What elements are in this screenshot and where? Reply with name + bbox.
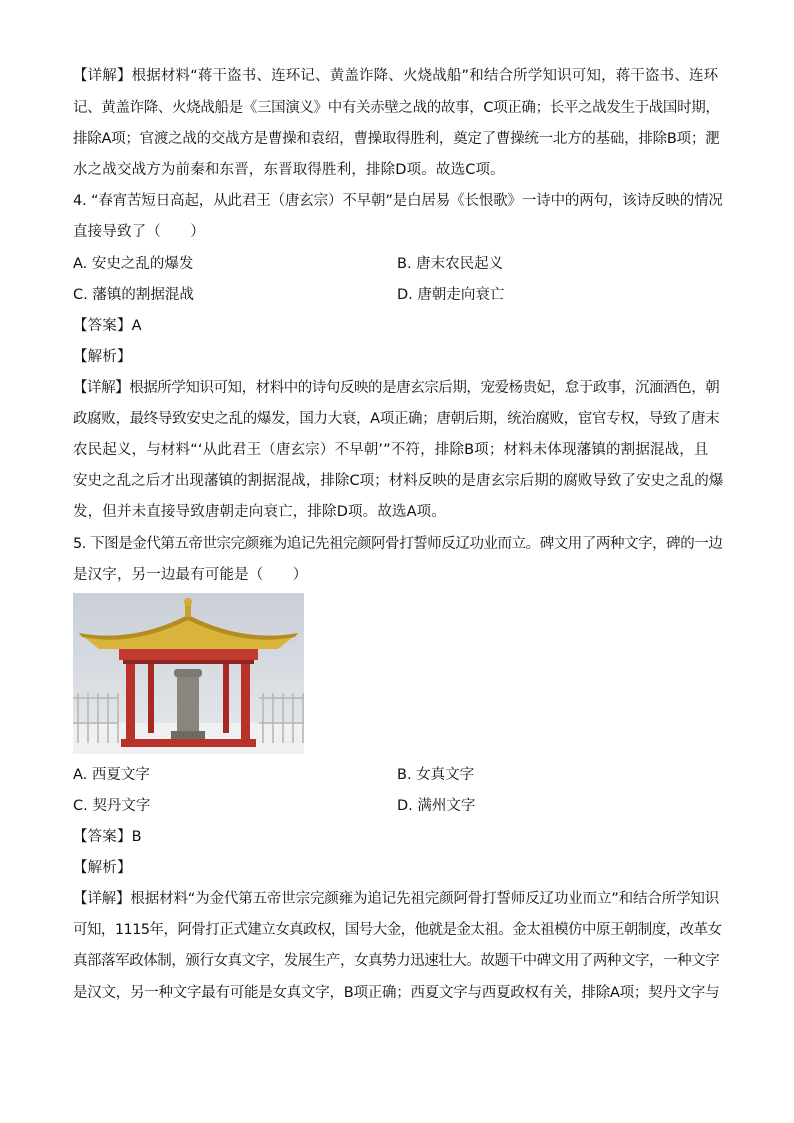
q3-detail-line-3: 排除A项；官渡之战的交战方是曹操和袁绍，曹操取得胜利，奠定了曹操统一北方的基础，排除B项；淝 (73, 131, 720, 147)
q5-detail-line-3: 真部落军政体制，颁行女真文字，发展生产，女真势力迅速壮大。故题干中碑文用了两种文字，一种文字 (73, 953, 720, 969)
q3-detail-line-2: 记、黄盖诈降、火烧战船是《三国演义》中有关赤壁之战的故事，C项正确；长平之战发生于战国时期， (73, 100, 720, 116)
q4-detail-line-2: 政腐败，最终导致安史之乱的爆发，国力大衰，A项正确；唐朝后期，统治腐败，宦官专权，导致了唐末 (73, 411, 720, 427)
q4-stem-line-2: 直接导致了（ ） (73, 224, 205, 240)
q4-option-a: A. 安史之乱的爆发 (73, 256, 194, 272)
q4-option-d: D. 唐朝走向衰亡 (397, 287, 505, 303)
q4-answer: 【答案】A (73, 318, 142, 334)
q3-detail-line-1: 【详解】根据材料“蒋干盗书、连环记、黄盖诈降、火烧战船”和结合所学知识可知，蒋干盗书、连环 (73, 68, 719, 84)
q5-detail-line-4: 是汉文，另一种文字最有可能是女真文字，B项正确；西夏文字与西夏政权有关，排除A项；契丹文字与 (73, 985, 720, 1001)
q4-detail-line-3: 农民起义，与材料“‘从此君王（唐玄宗）不早朝’”不符，排除B项；材料未体现藩镇的割据混战，且 (73, 442, 709, 458)
q4-stem-line-1: 4. “春宵苦短日高起，从此君王（唐玄宗）不早朝”是白居易《长恨歌》一诗中的两句，该诗反映的情况 (73, 193, 723, 209)
q5-analysis-heading: 【解析】 (73, 860, 132, 876)
q4-detail-line-1: 【详解】根据所学知识可知，材料中的诗句反映的是唐玄宗后期，宠爱杨贵妃，怠于政事，沉湎酒色，朝 (73, 380, 720, 396)
q4-analysis-heading: 【解析】 (73, 349, 132, 365)
q5-stem-line-1: 5. 下图是金代第五帝世宗完颜雍为追记先祖完颜阿骨打誓师反辽功业而立。碑文用了两种文字，碑的一边 (73, 536, 723, 552)
q5-option-c: C. 契丹文字 (73, 798, 151, 814)
q5-option-d: D. 满州文字 (397, 798, 476, 814)
q4-detail-line-4: 安史之乱之后才出现藩镇的割据混战，排除C项；材料反映的是唐玄宗后期的腐败导致了安史之乱的爆 (73, 473, 724, 489)
q5-option-a: A. 西夏文字 (73, 767, 150, 783)
q4-option-c: C. 藩镇的割据混战 (73, 287, 194, 303)
q5-detail-line-1: 【详解】根据材料“为金代第五帝世宗完颜雍为追记先祖完颜阿骨打誓师反辽功业而立”和结合所学知识 (73, 891, 720, 907)
stele-pavilion-image (73, 593, 304, 754)
q4-option-b: B. 唐末农民起义 (397, 256, 504, 272)
q5-option-b: B. 女真文字 (397, 767, 475, 783)
q5-answer: 【答案】B (73, 829, 142, 845)
q4-detail-line-5: 发，但并未直接导致唐朝走向衰亡，排除D项。故选A项。 (73, 504, 446, 520)
q3-detail-line-4: 水之战交战方为前秦和东晋，东晋取得胜利，排除D项。故选C项。 (73, 162, 505, 178)
q5-stem-line-2: 是汉字，另一边最有可能是（ ） (73, 567, 308, 583)
q5-detail-line-2: 可知，1115年，阿骨打正式建立女真政权，国号大金，他就是金太祖。金太祖模仿中原王朝制度，改革女 (73, 922, 722, 938)
